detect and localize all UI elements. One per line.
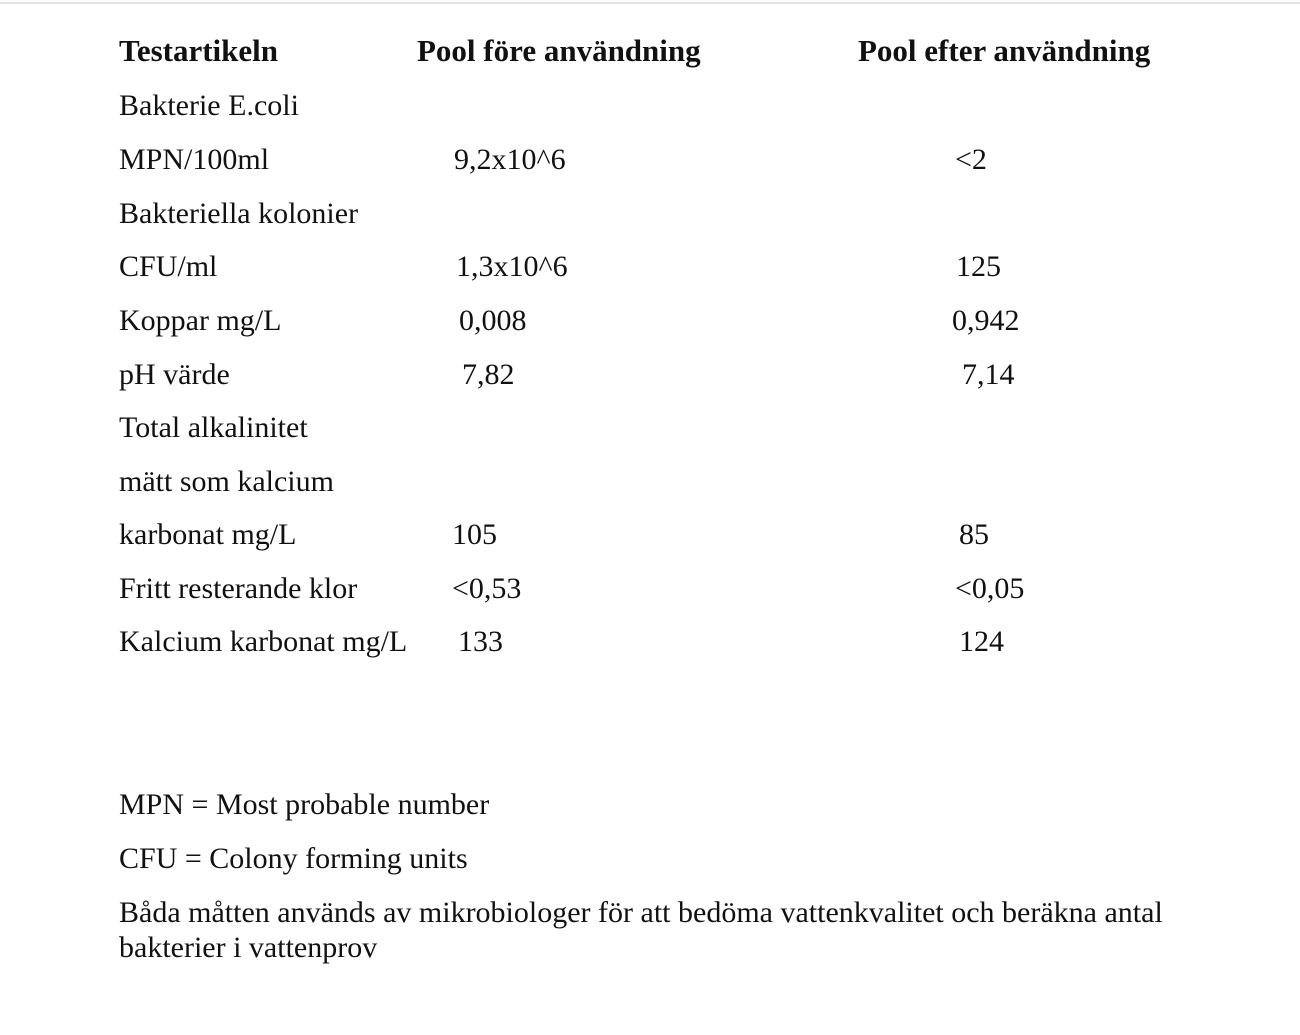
row-label: Total alkalinitet xyxy=(119,411,308,444)
value-after: 7,14 xyxy=(962,358,1015,391)
value-after: <2 xyxy=(955,143,987,176)
value-after: <0,05 xyxy=(955,572,1025,605)
value-before: 0,008 xyxy=(459,304,527,337)
value-after: 125 xyxy=(956,250,1001,283)
footnote-cfu: CFU = Colony forming units xyxy=(119,842,468,875)
footnote-mpn: MPN = Most probable number xyxy=(119,788,490,821)
column-header-item: Testartikeln xyxy=(119,33,279,68)
row-label: Fritt resterande klor xyxy=(119,572,358,605)
value-before: 1,3x10^6 xyxy=(456,250,568,283)
column-header-before: Pool före användning xyxy=(417,33,701,68)
value-after: 85 xyxy=(959,518,989,551)
column-header-after: Pool efter användning xyxy=(858,33,1151,68)
row-label: Koppar mg/L xyxy=(119,304,282,337)
row-label: Kalcium karbonat mg/L xyxy=(119,625,408,658)
value-after: 0,942 xyxy=(952,304,1020,337)
row-label: CFU/ml xyxy=(119,250,218,283)
value-after: 124 xyxy=(959,625,1004,658)
row-label: Bakteriella kolonier xyxy=(119,197,359,230)
value-before: <0,53 xyxy=(452,572,522,605)
footnote-explanation: Båda måtten används av mikrobiologer för att bedöma vattenkvalitet och beräkna antal bakterier i vattenprov xyxy=(119,896,1163,964)
value-before: 105 xyxy=(452,518,497,551)
value-before: 7,82 xyxy=(462,358,515,391)
row-label: karbonat mg/L xyxy=(119,518,297,551)
row-label: MPN/100ml xyxy=(119,143,270,176)
row-label: Bakterie E.coli xyxy=(119,89,299,122)
row-label: mätt som kalcium xyxy=(119,465,334,498)
row-label: pH värde xyxy=(119,358,230,391)
value-before: 133 xyxy=(458,625,503,658)
value-before: 9,2x10^6 xyxy=(454,143,566,176)
